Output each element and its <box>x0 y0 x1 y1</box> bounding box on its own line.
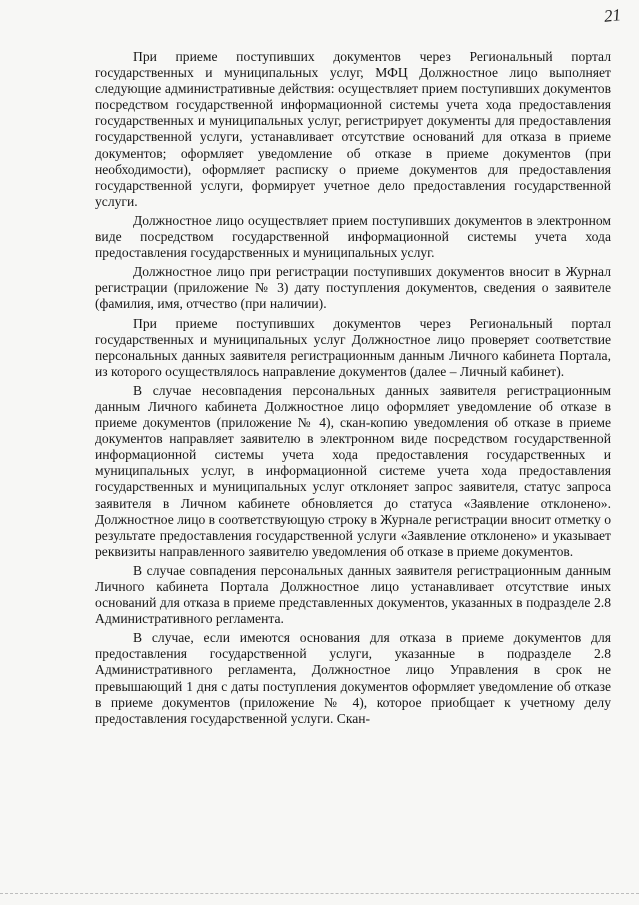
paragraph: В случае совпадения персональных данных заявителя регистрационным данным Личного кабинета Портала Должностное лицо устанавливает отсутствие иных оснований для отказа в приеме представленных документов, указанных в подразделе 2.8 Административного регламента. <box>95 562 611 627</box>
paragraph: При приеме поступивших документов через Региональный портал государственных и муниципальных услуг Должностное лицо проверяет соответствие персональных данных заявителя регистрационным данным Личного кабинета Портала, из которого осуществлялось направление документов (далее – Личный кабинет). <box>95 315 611 379</box>
document-body <box>95 49 611 727</box>
page-number: 21 <box>603 5 622 26</box>
paragraph: В случае несовпадения персональных данных заявителя регистрационным данным Личного кабинета Должностное лицо оформляет уведомление об отказе в приеме документов (приложение № 4), скан-копию уведомления об отказе в приеме документов направляет заявителю в электронном виде посредством государственной информационной системы учета хода предоставления государственных и муниципальных услуг, в информационной системе учета хода предоставления государственных и муниципальных услуг отклоняет запрос заявителя, статус запроса заявителя в Личном кабинете обновляется до статуса «Заявление отклонено». Должностное лицо в соответствующую строку в Журнале регистрации вносит отметку о результате предоставления государственной услуги «Заявление отклонено» и указывает реквизиты направленного заявителю уведомления об отказе в приеме документов. <box>95 382 611 559</box>
paragraph: В случае, если имеются основания для отказа в приеме документов для предоставления государственной услуги, указанные в подразделе 2.8 Административного регламента, Должностное лицо Управления в срок не превышающий 1 дня с даты поступления документов оформляет уведомление об отказе в приеме документов (приложение № 4), которое приобщает к учетному делу предоставления государственной услуги. Скан- <box>95 630 611 726</box>
scan-edge-line <box>0 893 639 894</box>
paragraph: Должностное лицо осуществляет прием поступивших документов в электронном виде посредством государственной информационной системы учета хода предоставления государственных и муниципальных услуг. <box>95 212 611 261</box>
paragraph: При приеме поступивших документов через Региональный портал государственных и муниципальных услуг, МФЦ Должностное лицо выполняет следующие административные действия: осуществляет прием поступивших документов посредством государственной информационной системы учета хода предоставления государственных и муниципальных услуг, регистрирует документы для предоставления государственной услуги, устанавливает отсутствие оснований для отказа в приеме документов; оформляет уведомление об отказе в приеме документов (при необходимости), оформляет расписку о приеме документов для предоставления государственной услуги, формирует учетное дело предоставления государственной услуги. <box>95 49 611 209</box>
paragraph: Должностное лицо при регистрации поступивших документов вносит в Журнал регистрации (приложение № 3) дату поступления документов, сведения о заявителе (фамилия, имя, отчество (при наличии). <box>95 264 611 312</box>
